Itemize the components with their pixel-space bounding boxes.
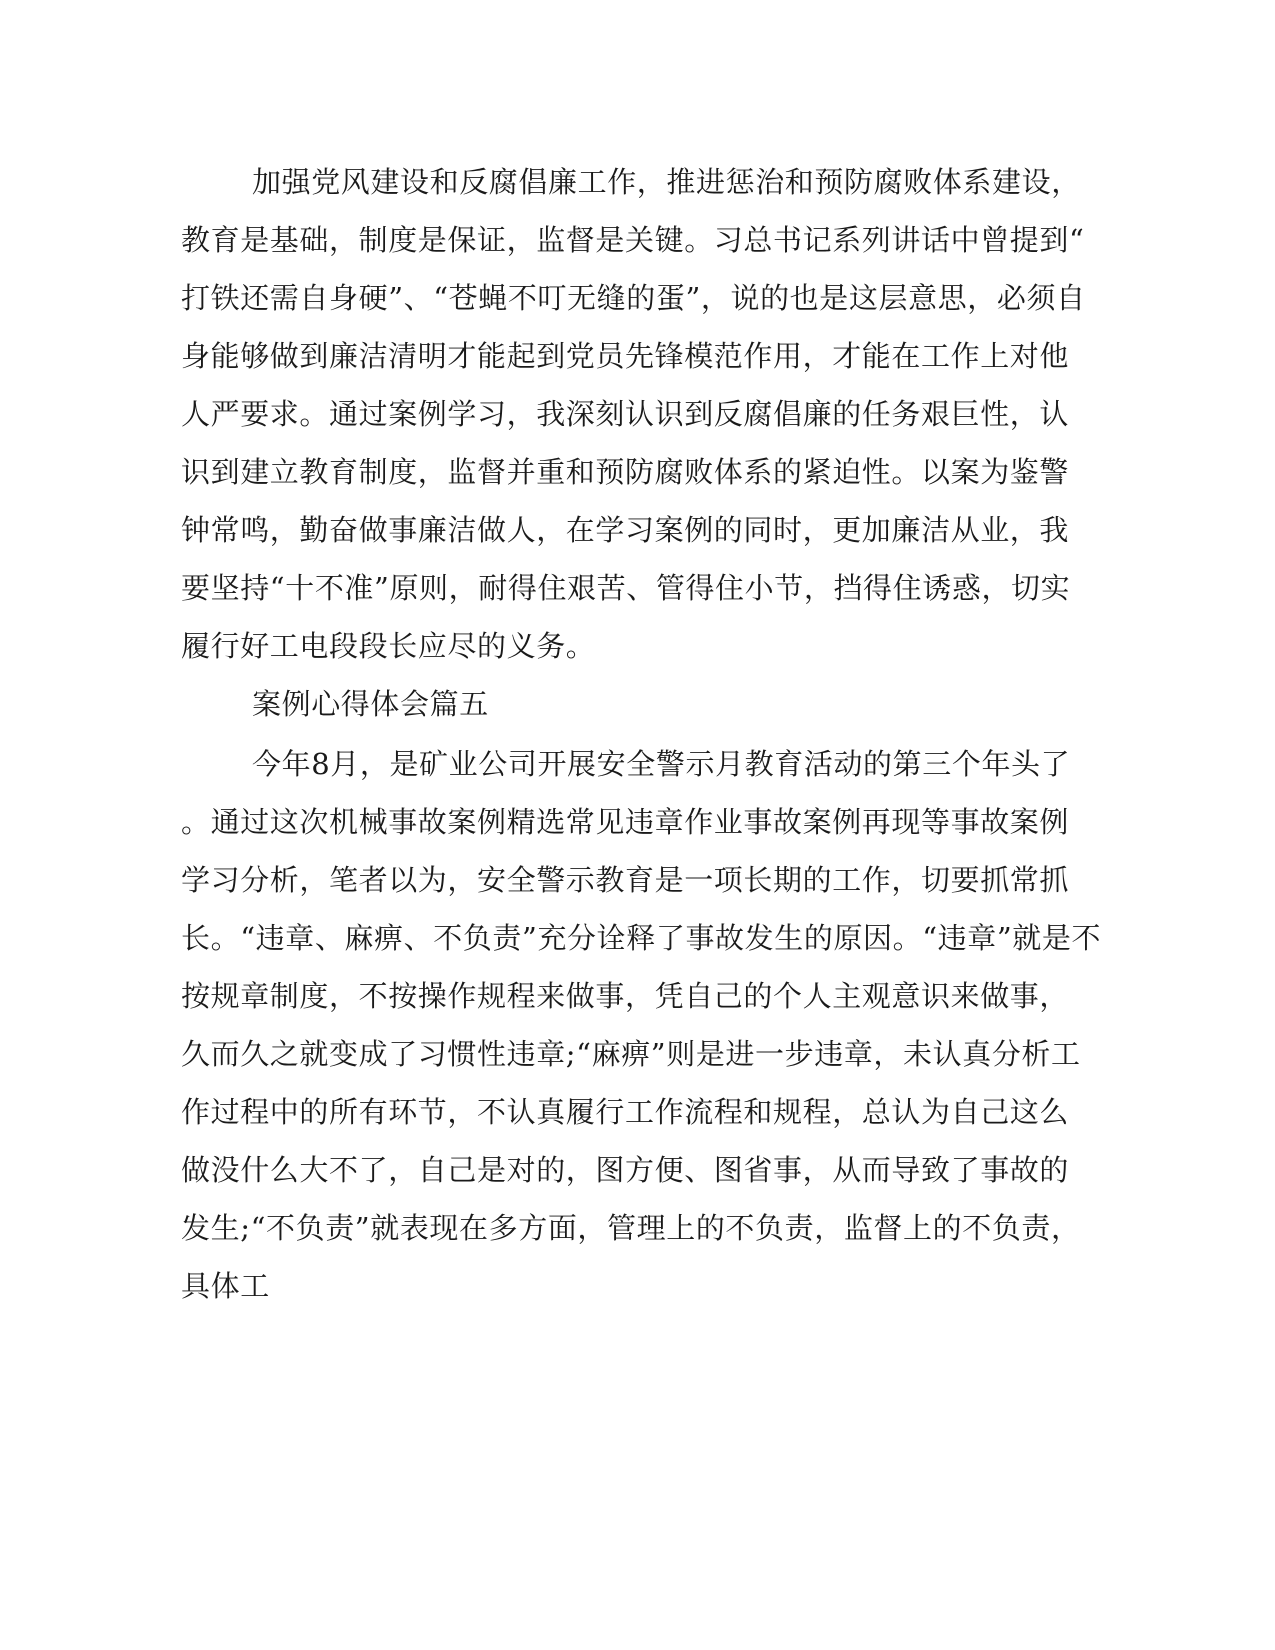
- paragraph-line: 加强党风建设和反腐倡廉工作，推进惩治和预防腐败体系建设，: [252, 165, 1081, 199]
- paragraph-line: 要坚持“十不准”原则，耐得住艰苦、管得住小节，挡得住诱惑，切实: [181, 571, 1071, 605]
- paragraph-line: 今年8月，是矿业公司开展安全警示月教育活动的第三个年头了: [252, 747, 1071, 781]
- paragraph-line: 钟常鸣，勤奋做事廉洁做人，在学习案例的同时，更加廉洁从业，我: [181, 513, 1070, 547]
- paragraph-line: 识到建立教育制度，监督并重和预防腐败体系的紧迫性。以案为鉴警: [181, 455, 1070, 489]
- paragraph-line: 履行好工电段段长应尽的义务。: [181, 629, 596, 663]
- paragraph-line: 按规章制度，不按操作规程来做事，凭自己的个人主观意识来做事，: [181, 979, 1070, 1013]
- paragraph-line: 久而久之就变成了习惯性违章;“麻痹”则是进一步违章，未认真分析工: [181, 1037, 1081, 1071]
- paragraph-line: 学习分析，笔者以为，安全警示教育是一项长期的工作，切要抓常抓: [181, 863, 1070, 897]
- paragraph-line: 长。“违章、麻痹、不负责”充分诠释了事故发生的原因。“违章”就是不: [181, 921, 1102, 955]
- paragraph-line: 。通过这次机械事故案例精选常见违章作业事故案例再现等事故案例: [181, 805, 1070, 839]
- paragraph-line: 作过程中的所有环节，不认真履行工作流程和规程，总认为自己这么: [181, 1095, 1070, 1129]
- paragraph-line: 身能够做到廉洁清明才能起到党员先锋模范作用，才能在工作上对他: [181, 339, 1070, 373]
- paragraph-line: 做没什么大不了，自己是对的，图方便、图省事，从而导致了事故的: [181, 1153, 1070, 1187]
- paragraph-line: 人严要求。通过案例学习，我深刻认识到反腐倡廉的任务艰巨性，认: [181, 397, 1070, 431]
- paragraph-line: 发生;“不负责”就表现在多方面，管理上的不负责，监督上的不负责，: [181, 1211, 1081, 1245]
- paragraph-line: 教育是基础，制度是保证，监督是关键。习总书记系列讲话中曾提到“: [181, 223, 1085, 257]
- paragraph-line: 打铁还需自身硬”、“苍蝇不叮无缝的蛋”，说的也是这层意思，必须自: [181, 281, 1086, 315]
- paragraph-line: 具体工: [181, 1269, 270, 1303]
- section-heading: 案例心得体会篇五: [252, 687, 489, 721]
